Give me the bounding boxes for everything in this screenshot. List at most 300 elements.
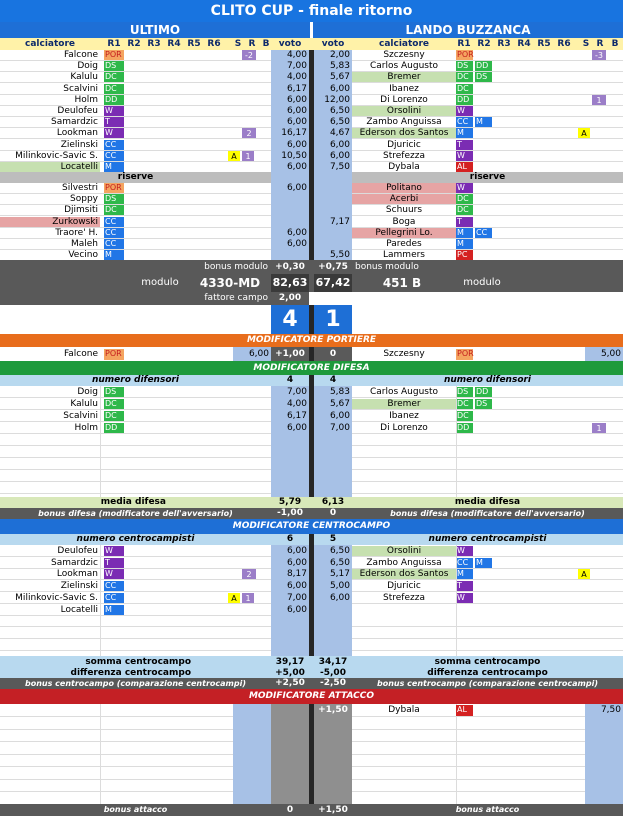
row-line [0, 457, 271, 458]
centrocampo-away-count: 5 [329, 534, 337, 544]
row-line [0, 138, 271, 139]
away-player-name: Orsolini [352, 106, 456, 117]
modulo-label-away: modulo [463, 277, 501, 288]
home-player-name: Zielinski [60, 581, 98, 591]
reserves-label-home: riserve [117, 172, 154, 182]
away-player-vote: 5,83 [329, 61, 350, 71]
bonus-attacco-away: +1,50 [318, 805, 348, 815]
home-player-role: DC [104, 399, 124, 410]
home-player-name: Vecino [68, 250, 98, 260]
away-player-role: DS [456, 387, 473, 398]
away-player-vote: 6,00 [329, 411, 350, 421]
row-line [352, 766, 585, 767]
portiere-away-name: Szczesny [383, 349, 425, 359]
away-player-name: Ibanez [389, 411, 419, 421]
home-player-vote: 10,50 [281, 151, 307, 161]
away-player-vote: 6,50 [329, 546, 350, 556]
home-player-name: Traore' H. [55, 228, 98, 238]
portiere-home-role: POR [104, 349, 124, 360]
divider [310, 22, 313, 38]
bonus-attacco-home: 0 [286, 805, 294, 815]
away-player-name: Zambo Anguissa [366, 117, 442, 127]
grid-line [100, 386, 101, 497]
home-player-role: DC [104, 411, 124, 422]
away-player-role2: M [475, 558, 492, 569]
somma-away: 34,17 [318, 657, 348, 667]
row-line [352, 556, 623, 557]
row-line [0, 626, 271, 627]
away-player-role: DC [456, 72, 473, 83]
grid-line [456, 545, 457, 656]
row-line [352, 603, 623, 604]
difesa-title: MODIFICATORE DIFESA [0, 361, 623, 375]
col-vote-home: voto [278, 39, 302, 49]
away-player-name: Carlos Augusto [369, 61, 439, 71]
away-player-role: T [456, 581, 473, 592]
away-player-vote: 7,00 [329, 423, 350, 433]
away-player-role: W [456, 593, 473, 604]
away-player-role: DC [456, 84, 473, 95]
home-player-name: Scalvini [63, 411, 98, 421]
row-line [352, 397, 623, 398]
home-player-vote: 6,00 [286, 581, 307, 591]
away-player-vote [314, 183, 350, 194]
home-player-vote [271, 205, 307, 216]
home-player-role: T [104, 117, 124, 128]
media-difesa-away: 6,13 [321, 497, 345, 507]
difesa-num-label-away: numero difensori [443, 375, 532, 385]
home-player-name: Doig [77, 387, 98, 397]
col-b: B [262, 39, 270, 49]
diff-away: -5,00 [320, 668, 346, 678]
home-badge-b: 2 [242, 128, 256, 139]
home-badge-r: 1 [242, 151, 254, 162]
home-player-name: Locatelli [60, 605, 98, 615]
centrocampo-num-label-home: numero centrocampisti [76, 534, 195, 544]
away-player-name: Strefezza [383, 151, 425, 161]
away-player-role: DC [456, 205, 473, 216]
modulo-home: 4330-MD [199, 276, 261, 290]
home-player-name: Deulofeu [57, 106, 98, 116]
home-player-role: CC [104, 593, 124, 604]
home-player-name: Kalulu [70, 399, 98, 409]
away-player-vote [314, 205, 350, 216]
home-player-name: Falcone [63, 50, 98, 60]
away-player-role2: DS [475, 72, 492, 83]
col-s: S [234, 39, 242, 49]
home-player-role: CC [104, 581, 124, 592]
away-player-vote: 5,00 [329, 581, 350, 591]
col-r6: R6 [207, 39, 221, 49]
row-line [0, 556, 271, 557]
home-player-name: Deulofeu [57, 546, 98, 556]
modulo-row [0, 274, 623, 292]
portiere-home-bonus: +1,00 [275, 349, 305, 359]
media-difesa-label-away: media difesa [454, 497, 521, 507]
row-line [0, 791, 233, 792]
away-player-role: CC [456, 558, 473, 569]
home-player-vote: 7,00 [286, 61, 307, 71]
row-line [0, 754, 233, 755]
away-player-vote: 7,50 [329, 162, 350, 172]
row-line [0, 638, 271, 639]
home-player-role: DD [104, 95, 124, 106]
home-player-role: DS [104, 194, 124, 205]
row-line [0, 481, 271, 482]
home-badge-s: A [228, 151, 240, 162]
row-line [352, 741, 585, 742]
away-player-name: Lammers [383, 250, 425, 260]
bonus-difesa-label-away: bonus difesa (modificatore dell'avversario) [390, 509, 585, 518]
media-difesa-home: 5,79 [278, 497, 302, 507]
away-player-vote [314, 239, 350, 250]
col-r4: R4 [167, 39, 181, 49]
away-player-role2: DS [475, 399, 492, 410]
row-line [0, 421, 271, 422]
row-line [352, 754, 585, 755]
away-player-role: POR [457, 50, 474, 59]
home-player-role: POR [104, 183, 124, 194]
col-r2-away: R2 [477, 39, 491, 49]
media-difesa-label-home: media difesa [100, 497, 166, 507]
home-player-vote: 6,00 [286, 140, 307, 150]
home-player-role: M [104, 605, 124, 616]
home-player-name: Soppy [70, 194, 98, 204]
home-player-vote: 7,00 [286, 387, 307, 397]
home-player-role: DC [104, 205, 124, 216]
row-line [0, 615, 271, 616]
grid-line [456, 386, 457, 497]
home-player-name: Kalulu [70, 72, 98, 82]
modulo-away: 451 B [382, 276, 422, 290]
col-r5-away: R5 [537, 39, 551, 49]
row-line [352, 421, 623, 422]
away-player-name: Pellegrini Lo. [352, 228, 456, 239]
away-player-name: Ederson dos Santos [352, 128, 456, 139]
home-player-vote: 6,00 [286, 183, 307, 193]
attacco-away-value: +1,50 [318, 705, 348, 715]
away-player-role: T [456, 140, 473, 151]
col-player: calciatore [24, 39, 75, 49]
home-player-vote: 6,17 [286, 84, 307, 94]
attacco-title: MODIFICATORE ATTACCO [0, 689, 623, 704]
col-r5: R5 [187, 39, 201, 49]
home-player-name: Milinkovic-Savic S. [15, 593, 98, 603]
away-player-role2: CC [475, 228, 492, 239]
col-r-away: R [596, 39, 604, 49]
row-line [352, 409, 623, 410]
bonus-modulo-away: +0,75 [318, 262, 348, 272]
away-player-vote: 6,50 [329, 558, 350, 568]
row-line [352, 82, 623, 83]
home-player-vote: 7,00 [286, 593, 307, 603]
home-player-vote [271, 217, 307, 228]
home-player-vote: 6,00 [286, 546, 307, 556]
row-line [352, 779, 585, 780]
home-player-name: Silvestri [62, 183, 98, 193]
home-player-vote: 6,00 [286, 117, 307, 127]
away-player-vote: 2,00 [329, 50, 350, 60]
somma-label-home: somma centrocampo [85, 657, 191, 667]
away-player-role: T [456, 217, 473, 228]
row-line [0, 766, 233, 767]
away-player-vote: 5,67 [329, 399, 350, 409]
home-player-name: Zurkowski [0, 217, 100, 228]
col-r3-away: R3 [497, 39, 511, 49]
away-player-name: Strefezza [383, 593, 425, 603]
home-player-vote: 8,17 [286, 569, 307, 579]
away-player-name: Di Lorenzo [380, 423, 428, 433]
row-line [352, 469, 623, 470]
away-player-vote: 6,00 [329, 140, 350, 150]
away-player-role: PC [456, 250, 473, 261]
away-player-name: Bremer [352, 399, 456, 410]
cell [314, 704, 352, 804]
row-line [352, 579, 623, 580]
portiere-away-vote: 5,00 [600, 349, 621, 359]
cell [271, 704, 309, 804]
col-vote-away: voto [321, 39, 345, 49]
away-total: 67,42 [315, 276, 351, 289]
away-player-name: Carlos Augusto [369, 387, 439, 397]
away-player-role2: DD [475, 61, 492, 72]
portiere-away-bonus: 0 [329, 349, 337, 359]
home-player-role: DC [104, 84, 124, 95]
fattore-campo-value: 2,00 [278, 293, 302, 303]
home-badge-r: 1 [242, 593, 254, 604]
portiere-away-role: POR [457, 349, 474, 358]
row-line [0, 82, 271, 83]
away-player-vote: 4,67 [329, 128, 350, 138]
bonus-cc-label-away: bonus centrocampo (comparazione centrocampi) [376, 679, 598, 688]
away-player-role: DC [456, 411, 473, 422]
bonus-cc-label-home: bonus centrocampo (comparazione centrocampi) [24, 679, 246, 688]
home-player-vote: 16,17 [281, 128, 307, 138]
home-player-role: DS [104, 61, 124, 72]
away-player-name: Politano [352, 183, 456, 194]
row-line [0, 591, 271, 592]
home-player-vote: 4,00 [286, 50, 307, 60]
row-line [352, 138, 623, 139]
row-line [0, 469, 271, 470]
away-player-name: Szczesny [383, 50, 425, 60]
away-score: 1 [314, 305, 352, 334]
away-player-name: Zambo Anguissa [366, 558, 442, 568]
away-player-name: Schuurs [385, 205, 423, 215]
home-player-role: CC [104, 151, 124, 162]
away-player-name: Boga [392, 217, 416, 227]
away-player-role2: M [475, 117, 492, 128]
away-player-name: Dybala [388, 162, 420, 172]
bonus-cc-away: -2,50 [320, 678, 346, 688]
home-player-name: Scalvini [63, 84, 98, 94]
col-r2: R2 [127, 39, 141, 49]
home-player-name: Maleh [70, 239, 98, 249]
home-player-name: Samardzic [51, 558, 98, 568]
bonus-difesa-label-home: bonus difesa (modificatore dell'avversario) [38, 509, 233, 518]
row-line [352, 481, 623, 482]
bonus-modulo-label-away: bonus modulo [355, 262, 419, 272]
away-player-vote: 7,17 [329, 217, 350, 227]
away-player-role2: DD [475, 387, 492, 398]
row-line [352, 493, 623, 494]
away-badge-a: A [578, 128, 590, 139]
home-team-name: ULTIMO [0, 22, 310, 38]
away-player-role: W [456, 151, 473, 162]
home-player-vote: 6,00 [286, 95, 307, 105]
row-line [0, 493, 271, 494]
away-player-role: DD [456, 95, 473, 106]
portiere-home-name: Falcone [63, 349, 98, 359]
away-player-role: W [456, 546, 473, 557]
away-player-role: DC [456, 399, 473, 410]
away-player-role: M [456, 569, 473, 580]
bonus-difesa-home: -1,00 [277, 508, 303, 518]
away-player-vote: 6,50 [329, 117, 350, 127]
home-player-vote: 6,00 [286, 106, 307, 116]
away-player-vote: 6,00 [329, 84, 350, 94]
away-player-vote [314, 194, 350, 205]
row-line [352, 729, 585, 730]
row-line [0, 741, 233, 742]
row-line [352, 791, 585, 792]
bonus-difesa-away: 0 [329, 508, 337, 518]
home-player-vote: 6,00 [286, 423, 307, 433]
home-player-role: M [104, 250, 124, 261]
home-player-vote: 6,00 [286, 228, 307, 238]
diff-label-away: differenza centrocampo [427, 668, 548, 678]
home-player-vote: 6,00 [286, 239, 307, 249]
away-player-vote: 6,00 [329, 593, 350, 603]
col-r3: R3 [147, 39, 161, 49]
away-player-name: Paredes [386, 239, 422, 249]
away-player-role: M [456, 239, 473, 250]
away-player-name: Djuricic [387, 581, 421, 591]
away-player-role: DS [456, 61, 473, 72]
col-r4-away: R4 [517, 39, 531, 49]
bonus-cc-home: +2,50 [275, 678, 305, 688]
home-badge-b: -2 [242, 50, 256, 61]
away-player-role: W [456, 106, 473, 117]
col-r6-away: R6 [557, 39, 571, 49]
bonus-modulo-label: bonus modulo [204, 262, 268, 272]
home-player-vote: 4,00 [286, 399, 307, 409]
row-line [0, 729, 233, 730]
col-r: R [248, 39, 256, 49]
away-player-role: W [456, 183, 473, 194]
home-player-vote: 4,00 [286, 72, 307, 82]
page-title: CLITO CUP - finale ritorno [0, 0, 623, 22]
row-line [352, 445, 623, 446]
home-player-role: M [104, 162, 124, 173]
away-player-vote [314, 228, 350, 239]
reserves-label-away: riserve [469, 172, 506, 182]
row-line [0, 603, 271, 604]
grid-line [100, 545, 101, 656]
away-badge-b: 1 [592, 95, 606, 106]
col-b-away: B [611, 39, 619, 49]
grid-line [456, 704, 457, 804]
home-badge-b: 2 [242, 569, 256, 580]
row-line [0, 433, 271, 434]
home-player-name: Locatelli [0, 162, 100, 173]
home-player-vote: 6,17 [286, 411, 307, 421]
row-line [352, 215, 623, 216]
away-badge-a: A [578, 569, 590, 580]
home-player-role: CC [104, 239, 124, 250]
away-player-vote: 12,00 [324, 95, 350, 105]
away-player-name: Ederson dos Santos [352, 569, 456, 580]
row-line [0, 409, 271, 410]
away-player-vote: 6,50 [329, 106, 350, 116]
home-player-vote [271, 194, 307, 205]
away-player-name: Bremer [352, 72, 456, 83]
diff-label-home: differenza centrocampo [70, 668, 191, 678]
row-line [0, 397, 271, 398]
home-player-role: DC [104, 72, 124, 83]
center-divider [309, 305, 314, 334]
home-player-role: W [104, 128, 124, 139]
home-player-name: Lookman [56, 569, 98, 579]
row-line [352, 716, 585, 717]
home-player-role: CC [104, 228, 124, 239]
col-s-away: S [582, 39, 590, 49]
home-player-vote: 6,00 [286, 558, 307, 568]
attacco-away-name: Dybala [388, 705, 420, 715]
away-player-role: M [456, 128, 473, 139]
away-player-role: AL [456, 162, 473, 173]
row-line [0, 445, 271, 446]
away-player-vote: 5,67 [329, 72, 350, 82]
row-line [352, 433, 623, 434]
fattore-campo-label: fattore campo [204, 293, 268, 303]
diff-home: +5,00 [275, 668, 305, 678]
away-player-vote: 6,00 [329, 151, 350, 161]
home-badge-s: A [228, 593, 240, 604]
attacco-away-vote: 7,50 [600, 705, 621, 715]
row-line [352, 650, 623, 651]
home-score: 4 [271, 305, 309, 334]
away-player-name: Djuricic [387, 140, 421, 150]
centrocampo-home-count: 6 [286, 534, 294, 544]
away-player-vote: 5,17 [329, 569, 350, 579]
home-total: 82,63 [272, 276, 308, 289]
home-player-name: Samardzic [51, 117, 98, 127]
bonus-attacco-label-home: bonus attacco [103, 805, 168, 814]
portiere-home-vote: 6,00 [248, 349, 269, 359]
bonus-attacco-label-away: bonus attacco [455, 805, 520, 814]
col-r1-away: R1 [457, 39, 471, 49]
away-badge-b: 1 [592, 423, 606, 434]
home-player-name: Djimsiti [64, 205, 98, 215]
away-player-vote: 5,83 [329, 387, 350, 397]
attacco-away-role: AL [456, 705, 473, 716]
difesa-num-label-home: numero difensori [91, 375, 180, 385]
away-player-role: DD [456, 423, 473, 434]
portiere-title: MODIFICATORE PORTIERE [0, 334, 623, 347]
away-player-name: Di Lorenzo [380, 95, 428, 105]
grid-line [100, 704, 101, 804]
somma-label-away: somma centrocampo [434, 657, 541, 667]
col-player-away: calciatore [378, 39, 429, 49]
somma-home: 39,17 [275, 657, 305, 667]
row-line [0, 650, 271, 651]
bonus-modulo-home: +0,30 [275, 262, 305, 272]
row-line [352, 457, 623, 458]
home-player-name: Zielinski [60, 140, 98, 150]
home-player-vote: 6,00 [286, 162, 307, 172]
cell [233, 704, 271, 804]
